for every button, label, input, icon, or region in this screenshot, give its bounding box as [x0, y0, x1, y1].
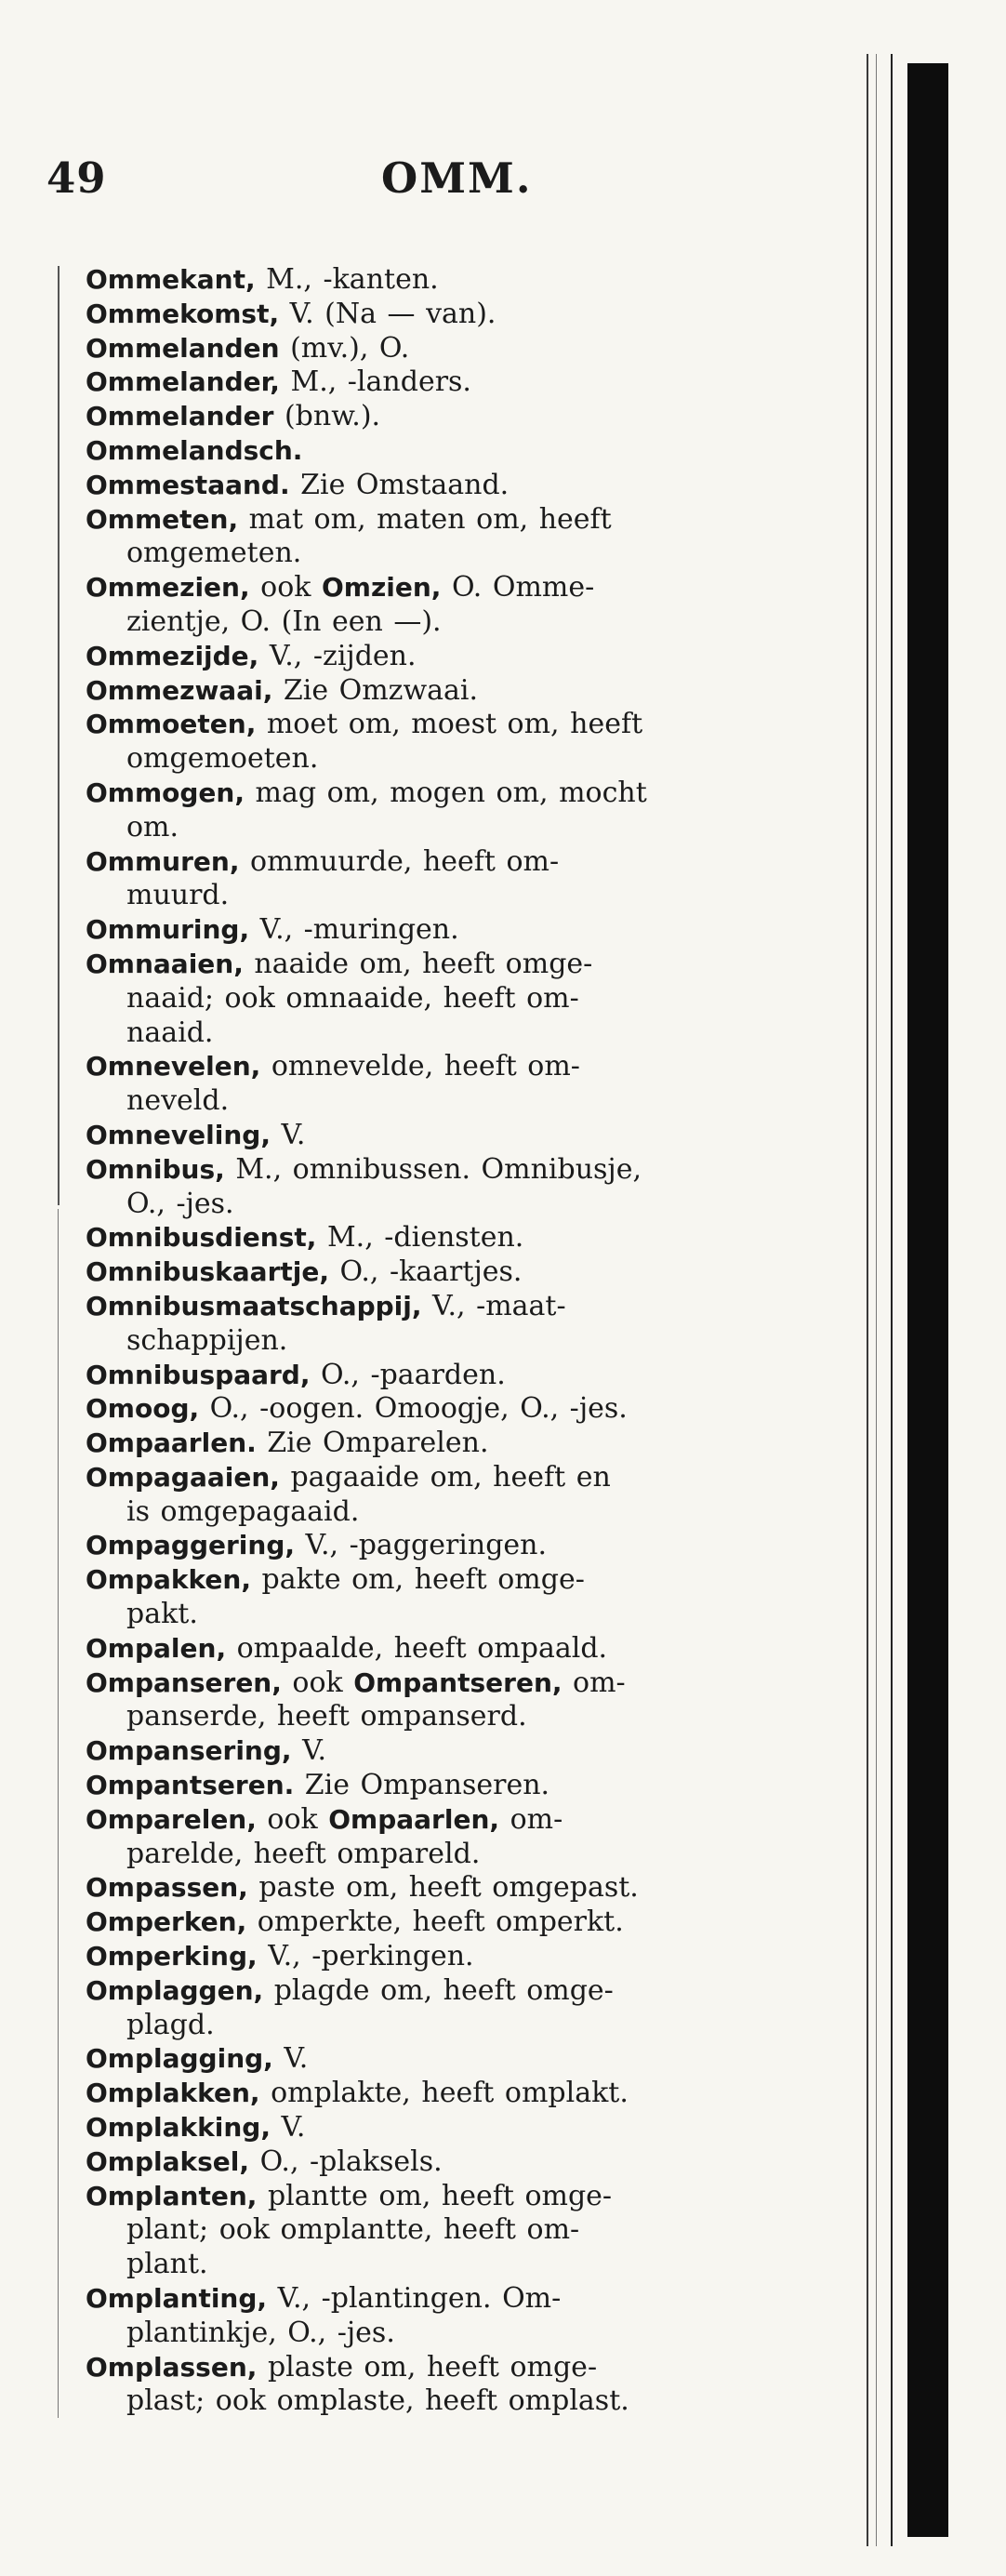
entry-text: V. (Na — van).: [279, 297, 496, 330]
dictionary-entry: [86, 2180, 764, 2282]
entry-first-line: [86, 2111, 764, 2145]
entry-continuation-line: [86, 1495, 764, 1530]
entry-text: ook: [281, 1666, 354, 1699]
entry-first-line: [86, 469, 764, 503]
entry-text: plantte om, heeft omge-: [257, 2179, 613, 2212]
headword: Omparelen,: [86, 1803, 257, 1835]
page-number: 49: [46, 153, 107, 203]
entry-text: V., -zijden.: [258, 639, 417, 672]
column-rule-lower: [58, 1209, 59, 2418]
headword: Ommelander,: [86, 366, 280, 398]
dictionary-entry: [86, 1359, 764, 1393]
entry-first-line: [86, 1871, 764, 1905]
entry-text: O. Omme-: [441, 571, 595, 604]
page-header: [0, 153, 1006, 209]
headword-variant: Omzien,: [321, 572, 442, 604]
dictionary-entry: [86, 1940, 764, 1974]
dictionary-entry: [86, 298, 764, 332]
entry-text: schappijen.: [126, 1323, 288, 1357]
dictionary-entry: [86, 469, 764, 503]
dictionary-entry: [86, 913, 764, 948]
entry-text: M., -landers.: [279, 365, 471, 399]
entry-text: is omgepagaaid.: [126, 1494, 360, 1528]
entry-first-line: [86, 2077, 764, 2111]
entry-text: V., -plantingen. Om-: [267, 2282, 562, 2316]
entry-text: pakte om, heeft omge-: [250, 1563, 585, 1597]
gutter-line: [867, 54, 868, 2546]
headword: Ompalen,: [86, 1632, 227, 1664]
entry-first-line: [86, 1563, 764, 1598]
book-gutter: [865, 54, 976, 2546]
entry-text: paste om, heeft omgepast.: [247, 1871, 639, 1905]
entry-first-line: [86, 913, 764, 948]
entry-continuation-line: [86, 1084, 764, 1119]
headword: Ompassen,: [86, 1872, 248, 1904]
entry-text: naaid; ook omnaaide, heeft om-: [126, 981, 579, 1015]
entry-continuation-line: [86, 537, 764, 571]
dictionary-entry: [86, 948, 764, 1050]
dictionary-entry: [86, 1563, 764, 1632]
entry-continuation-line: [86, 742, 764, 777]
entry-text: Zie Omparelen.: [256, 1427, 489, 1460]
entry-text: om-: [562, 1666, 626, 1699]
dictionary-entry: [86, 1974, 764, 2043]
entry-text: O., -plaksels.: [249, 2144, 443, 2178]
entry-first-line: [86, 1119, 764, 1153]
dictionary-entry: [86, 1529, 764, 1563]
dictionary-entry: [86, 1119, 764, 1153]
entry-first-line: [86, 2180, 764, 2214]
entry-continuation-line: [86, 1700, 764, 1734]
entry-first-line: [86, 2351, 764, 2385]
entry-text: plaste om, heeft omge-: [257, 2350, 598, 2383]
headword: Ommekant,: [86, 264, 256, 295]
headword: Ompantseren.: [86, 1770, 295, 1801]
entry-text: Zie Ompanseren.: [294, 1769, 550, 1802]
headword: Ompaggering,: [86, 1530, 296, 1561]
headword: Ommeten,: [86, 503, 239, 535]
entry-text: plantinkje, O., -jes.: [126, 2316, 395, 2349]
entry-first-line: [86, 571, 764, 605]
entry-continuation-line: [86, 1838, 764, 1872]
entry-text: zientje, O. (In een —).: [126, 604, 442, 638]
entry-continuation-line: [86, 1016, 764, 1051]
entry-first-line: [86, 674, 764, 709]
entry-continuation-line: [86, 1188, 764, 1222]
dictionary-entry: [86, 1803, 764, 1872]
running-head: OMM.: [381, 153, 533, 203]
entry-text: plagde om, heeft omge-: [263, 1973, 614, 2007]
headword: Ompakken,: [86, 1564, 251, 1596]
headword-variant: Ompantseren,: [353, 1666, 563, 1698]
entry-text: ommuurde, heeft om-: [239, 844, 560, 878]
dictionary-entry: [86, 332, 764, 366]
entry-first-line: [86, 1940, 764, 1974]
entry-text: V.: [270, 2111, 306, 2144]
entry-text: om-: [499, 1802, 563, 1836]
entry-first-line: [86, 948, 764, 982]
dictionary-entry: [86, 1461, 764, 1530]
dictionary-entry: [86, 1290, 764, 1359]
entry-text: M., omnibussen. Omnibusje,: [224, 1152, 642, 1186]
entry-first-line: [86, 777, 764, 811]
dictionary-entry: [86, 845, 764, 914]
column-rule: [58, 266, 60, 1205]
headword-variant: Ompaarlen,: [328, 1803, 500, 1835]
headword: Ommelandsch.: [86, 434, 303, 466]
entry-text: omnevelde, heeft om-: [260, 1050, 580, 1083]
entry-first-line: [86, 2282, 764, 2317]
entry-text: V.: [272, 2042, 309, 2076]
headword: Ommelanden: [86, 332, 280, 364]
dictionary-entry: [86, 777, 764, 845]
headword: Omnibusmaatschappij,: [86, 1290, 422, 1321]
headword: Ommekomst,: [86, 298, 280, 329]
dictionary-entry: [86, 1050, 764, 1119]
headword: Omplaksel,: [86, 2145, 250, 2177]
entry-text: plagd.: [126, 2008, 215, 2041]
entry-text: V., -maat-: [421, 1289, 566, 1322]
entry-first-line: [86, 1734, 764, 1769]
headword: Omneveling,: [86, 1119, 271, 1150]
headword: Omnibuskaartje,: [86, 1256, 329, 1288]
entry-text: omperkte, heeft omperkt.: [246, 1905, 624, 1939]
headword: Omperking,: [86, 1941, 258, 1972]
entry-text: omplakte, heeft omplakt.: [259, 2077, 629, 2110]
entry-text: plant.: [126, 2248, 208, 2281]
entry-text: mat om, maten om, heeft: [238, 502, 612, 536]
entry-text: (bnw.).: [273, 400, 381, 433]
entry-text: ompaalde, heeft ompaald.: [226, 1631, 608, 1665]
entry-first-line: [86, 400, 764, 434]
dictionary-entry: [86, 2042, 764, 2077]
entry-first-line: [86, 298, 764, 332]
gutter-shadow: [907, 63, 948, 2537]
entry-text: mag om, mogen om, mocht: [245, 776, 647, 809]
entry-first-line: [86, 1632, 764, 1666]
headword: Ommuring,: [86, 914, 250, 946]
dictionary-entry: [86, 1871, 764, 1905]
headword: Omplanting,: [86, 2283, 268, 2315]
headword: Omplaggen,: [86, 1974, 264, 2006]
entry-first-line: [86, 1803, 764, 1838]
entry-text: V.: [270, 1118, 306, 1151]
entry-first-line: [86, 2042, 764, 2077]
headword: Omnaaien,: [86, 948, 244, 979]
entry-continuation-line: [86, 605, 764, 640]
dictionary-entry: [86, 1153, 764, 1222]
dictionary-entries: [86, 263, 764, 2419]
entry-text: Zie Omzwaai.: [272, 673, 479, 707]
dictionary-entry: [86, 1221, 764, 1255]
dictionary-entry: [86, 1255, 764, 1290]
entry-first-line: [86, 1221, 764, 1255]
entry-text: omgemoeten.: [126, 742, 319, 776]
entry-text: plant; ook omplantte, heeft om-: [126, 2213, 580, 2247]
entry-continuation-line: [86, 982, 764, 1016]
dictionary-entry: [86, 708, 764, 777]
dictionary-entry: [86, 1666, 764, 1735]
entry-text: V., -muringen.: [249, 913, 459, 947]
dictionary-entry: [86, 1769, 764, 1803]
dictionary-entry: [86, 571, 764, 640]
entry-text: pakt.: [126, 1598, 198, 1631]
headword: Omnibuspaard,: [86, 1359, 311, 1390]
dictionary-entry: [86, 2282, 764, 2351]
entry-text: naaid.: [126, 1016, 214, 1049]
dictionary-entry: [86, 1392, 764, 1427]
dictionary-entry: [86, 2351, 764, 2420]
entry-text: Zie Omstaand.: [289, 468, 510, 501]
entry-first-line: [86, 2145, 764, 2180]
headword: Ommelander: [86, 401, 274, 432]
entry-continuation-line: [86, 879, 764, 913]
entry-first-line: [86, 1769, 764, 1803]
entry-first-line: [86, 1461, 764, 1495]
gutter-line: [876, 54, 877, 2546]
entry-text: V., -perkingen.: [257, 1940, 474, 1973]
entry-text: neveld.: [126, 1084, 230, 1118]
headword: Ommuren,: [86, 845, 240, 877]
dictionary-entry: [86, 434, 764, 469]
dictionary-entry: [86, 2111, 764, 2145]
headword: Ommestaand.: [86, 469, 290, 500]
entry-continuation-line: [86, 2009, 764, 2043]
entry-first-line: [86, 1427, 764, 1461]
headword: Omnevelen,: [86, 1051, 261, 1082]
entry-first-line: [86, 1905, 764, 1940]
dictionary-entry: [86, 1427, 764, 1461]
entry-first-line: [86, 1666, 764, 1701]
entry-continuation-line: [86, 1324, 764, 1359]
entry-first-line: [86, 365, 764, 400]
entry-continuation-line: [86, 2317, 764, 2351]
headword: Omplassen,: [86, 2351, 258, 2383]
entry-first-line: [86, 263, 764, 298]
gutter-line: [891, 54, 893, 2546]
dictionary-entry: [86, 640, 764, 674]
entry-text: ook: [256, 1802, 329, 1836]
dictionary-entry: [86, 1905, 764, 1940]
entry-first-line: [86, 1290, 764, 1324]
headword: Ompaarlen.: [86, 1427, 257, 1459]
headword: Ommoeten,: [86, 709, 257, 740]
entry-continuation-line: [86, 2213, 764, 2248]
headword: Ompagaaien,: [86, 1461, 280, 1493]
dictionary-entry: [86, 1734, 764, 1769]
entry-continuation-line: [86, 1598, 764, 1632]
headword: Ommezijde,: [86, 640, 259, 671]
entry-text: O., -paarden.: [310, 1358, 506, 1391]
entry-text: M., -kanten.: [255, 263, 439, 296]
entry-first-line: [86, 1153, 764, 1188]
entry-text: V.: [291, 1734, 327, 1768]
headword: Ommogen,: [86, 777, 245, 808]
dictionary-entry: [86, 400, 764, 434]
entry-first-line: [86, 1529, 764, 1563]
entry-text: ook: [249, 571, 322, 604]
entry-text: om.: [126, 810, 179, 843]
entry-first-line: [86, 1392, 764, 1427]
entry-text: moet om, moest om, heeft: [256, 708, 643, 741]
headword: Omoog,: [86, 1393, 200, 1425]
entry-text: panserde, heeft ompanserd.: [126, 1700, 527, 1733]
entry-first-line: [86, 845, 764, 880]
headword: Omplakken,: [86, 2078, 260, 2109]
entry-continuation-line: [86, 2248, 764, 2282]
entry-text: M., -diensten.: [316, 1221, 524, 1255]
dictionary-entry: [86, 674, 764, 709]
dictionary-entry: [86, 263, 764, 298]
headword: Omplanten,: [86, 2180, 258, 2211]
entry-continuation-line: [86, 2384, 764, 2419]
entry-text: naaide om, heeft omge-: [243, 947, 593, 980]
dictionary-entry: [86, 2077, 764, 2111]
entry-text: muurd.: [126, 879, 230, 912]
headword: Ommezwaai,: [86, 674, 273, 706]
entry-first-line: [86, 640, 764, 674]
headword: Ommezien,: [86, 572, 250, 604]
entry-first-line: [86, 1050, 764, 1084]
entry-first-line: [86, 1974, 764, 2009]
headword: Omperken,: [86, 1906, 247, 1938]
headword: Ompanseren,: [86, 1666, 282, 1698]
entry-text: O., -jes.: [126, 1187, 234, 1220]
entry-first-line: [86, 332, 764, 366]
entry-text: (mv.), O.: [279, 331, 410, 365]
headword: Omnibusdienst,: [86, 1222, 317, 1254]
headword: Omplagging,: [86, 2043, 273, 2075]
entry-text: O., -kaartjes.: [328, 1255, 523, 1289]
entry-text: pagaaide om, heeft en: [279, 1460, 611, 1494]
dictionary-entry: [86, 1632, 764, 1666]
entry-text: parelde, heeft ompareld.: [126, 1837, 481, 1870]
entry-text: O., -oogen. Omoogje, O., -jes.: [199, 1392, 628, 1426]
entry-first-line: [86, 503, 764, 538]
dictionary-entry: [86, 365, 764, 400]
entry-text: V., -paggeringen.: [295, 1529, 548, 1562]
dictionary-entry: [86, 503, 764, 572]
dictionary-entry: [86, 2145, 764, 2180]
entry-first-line: [86, 1359, 764, 1393]
entry-first-line: [86, 708, 764, 742]
entry-text: omgemeten.: [126, 537, 302, 570]
entry-first-line: [86, 1255, 764, 1290]
entry-text: plast; ook omplaste, heeft omplast.: [126, 2384, 629, 2418]
headword: Omplakking,: [86, 2112, 271, 2144]
entry-continuation-line: [86, 811, 764, 845]
headword: Omnibus,: [86, 1153, 225, 1185]
headword: Ompansering,: [86, 1735, 292, 1767]
entry-first-line: [86, 434, 764, 469]
